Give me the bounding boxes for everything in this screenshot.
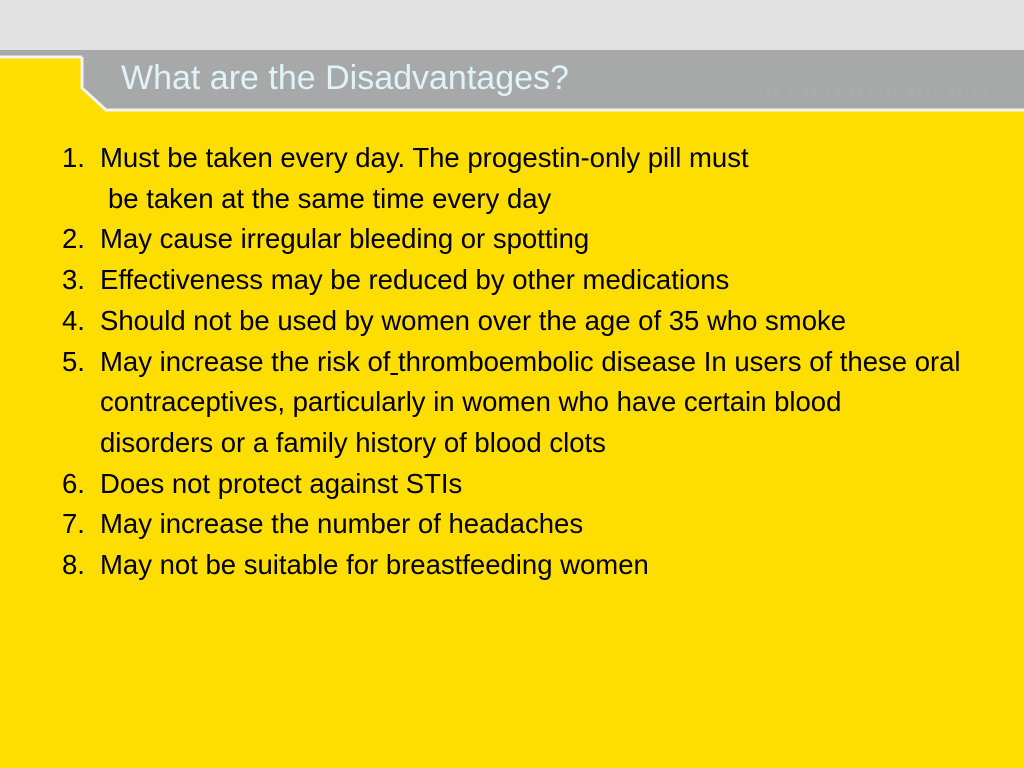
item-text: Should not be used by women over the age of 35 who smoke [100,304,847,336]
item-text: Effectiveness may be reduced by other medications [100,264,730,296]
item-text: Must be taken every day. The progestin-only pill must [100,142,749,173]
item-text-underlined-space [390,346,398,377]
item-number: 4. [62,304,85,336]
item-number: 1. [62,142,85,173]
brand-tagline: YOUR LINK TO SEXUAL WELL-BEING [747,87,991,96]
list-item [62,138,982,219]
list-item [62,219,982,260]
list-item [62,545,982,586]
list-item [62,464,982,505]
item-number: 6. [62,467,85,499]
list-item [62,260,982,301]
item-text-continued: thromboembolic disease In users of these oral contraceptives, particularly in women who have certain blood disorders or a family history of blood clots [100,345,961,458]
item-text: Does not protect against STIs [100,467,463,499]
list-item [62,301,982,342]
slide-title: What are the Disadvantages? [121,59,569,97]
item-number: 8. [62,549,85,581]
item-number: 5. [62,345,85,377]
disadvantages-list [62,138,982,586]
item-number: 3. [62,264,85,296]
item-text-continued: be taken at the same time every day [108,182,552,214]
item-number: 7. [62,508,85,540]
list-item [62,342,982,464]
item-text: May increase the number of headaches [100,508,584,540]
item-number: 2. [62,223,85,255]
list-item [62,504,982,545]
item-text: May not be suitable for breastfeeding women [100,549,649,581]
item-text: May cause irregular bleeding or spotting [100,223,590,255]
item-text: May increase the risk of [100,345,391,377]
